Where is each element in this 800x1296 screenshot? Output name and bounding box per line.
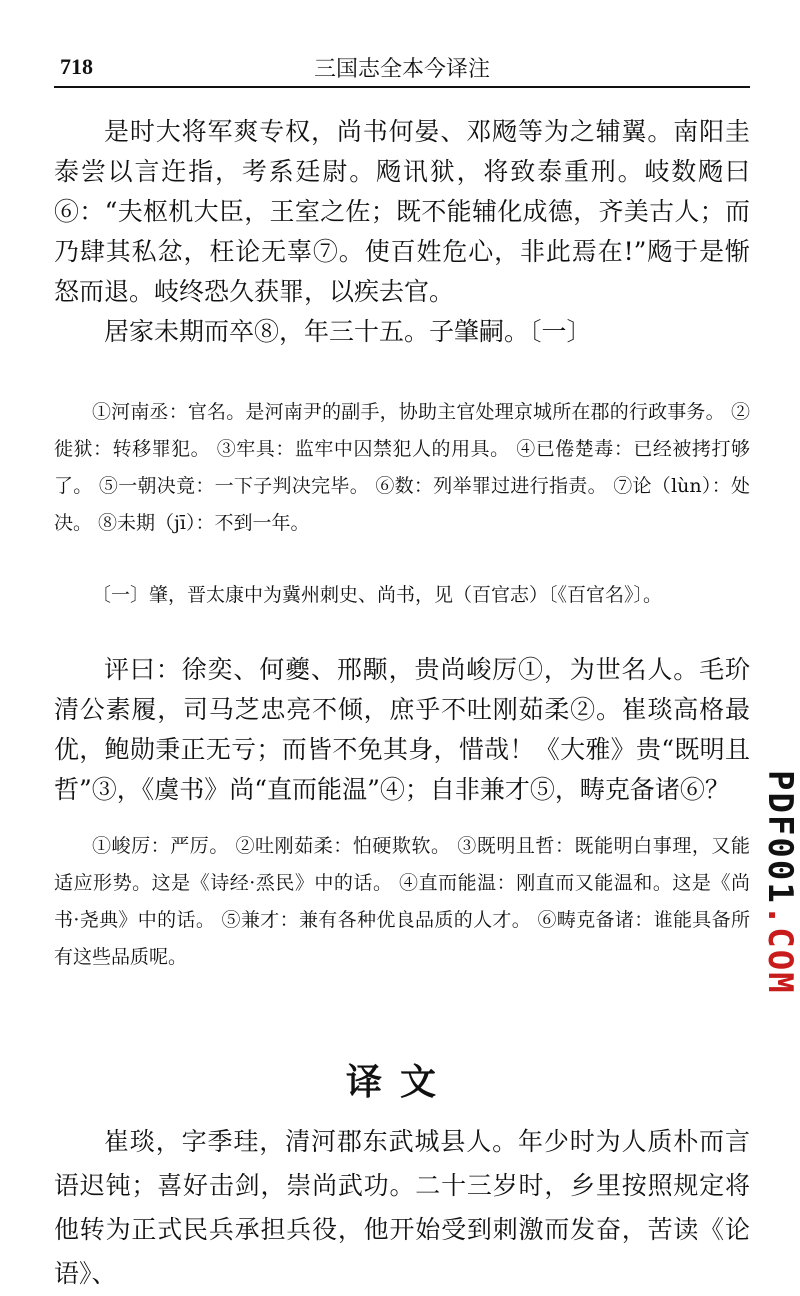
notes-1-text: ①河南丞：官名。是河南尹的副手，协助主官处理京城所在郡的行政事务。 ②徙狱：转移罪犯。 ③牢具：监牢中囚禁犯人的用具。 ④已倦楚毒：已经被拷打够了。 ⑤一朝决竟：一下子判决完毕。 ⑥数：列举罪过进行指责。 ⑦论（lùn）：处决。 ⑧未期（jī）：不到一年。	[54, 401, 750, 534]
watermark-part-1: PDF001	[760, 770, 800, 905]
annotation-notes-2	[54, 828, 750, 976]
original-text	[54, 112, 750, 352]
header-rule	[54, 86, 750, 88]
appraisal	[54, 650, 750, 810]
page-number: 718	[60, 54, 93, 79]
translation	[54, 1120, 750, 1296]
appraisal-text: 评曰：徐奕、何夔、邢颙，贵尚峻厉①，为世名人。毛玠清公素履，司马芝忠亮不倾，庶乎不吐刚茹柔②。崔琰高格最优，鲍勋秉正无亏；而皆不免其身，惜哉！《大雅》贵“既明且哲”③，《虞书》尚“直而能温”④；自非兼才⑤，畴克备诸⑥？	[54, 655, 750, 804]
book-title: 三国志全本今译注	[313, 57, 490, 82]
pei-commentary-text: 〔一〕肇，晋太康中为冀州刺史、尚书，见（百官志）〔《百官名》〕。	[92, 584, 663, 606]
page-header	[54, 48, 750, 86]
section-heading-translation: 译文	[345, 1062, 454, 1103]
watermark-part-2: .COM	[760, 904, 800, 995]
notes-2-text: ①峻厉：严厉。 ②吐刚茹柔：怕硬欺软。 ③既明且哲：既能明白事理，又能适应形势。这是《诗经·烝民》中的话。 ④直而能温：刚直而又能温和。这是《尚书·尧典》中的话。 ⑤兼才：兼有各种优良品质的人才。 ⑥畴克备诸：谁能具备所有这些品质呢。	[54, 835, 750, 968]
pei-commentary	[54, 580, 750, 610]
original-paragraph-1: 是时大将军爽专权，尚书何晏、邓飏等为之辅翼。南阳圭泰尝以言迕指，考系廷尉。飏讯狱，将致泰重刑。岐数飏曰⑥：“夫枢机大臣，王室之佐；既不能辅化成德，齐美古人；而乃肆其私忿，枉论无辜⑦。使百姓危心，非此焉在!”飏于是惭怒而退。岐终恐久获罪，以疾去官。	[54, 117, 750, 306]
watermark	[760, 770, 800, 995]
translation-text: 崔琰，字季珪，清河郡东武城县人。年少时为人质朴而言语迟钝；喜好击剑，崇尚武功。二十三岁时，乡里按照规定将他转为正式民兵承担兵役，他开始受到刺激而发奋，苦读《论语》、	[54, 1127, 750, 1288]
original-paragraph-2: 居家未期而卒⑧，年三十五。子肇嗣。〔一〕	[104, 317, 592, 346]
annotation-notes-1	[54, 394, 750, 542]
